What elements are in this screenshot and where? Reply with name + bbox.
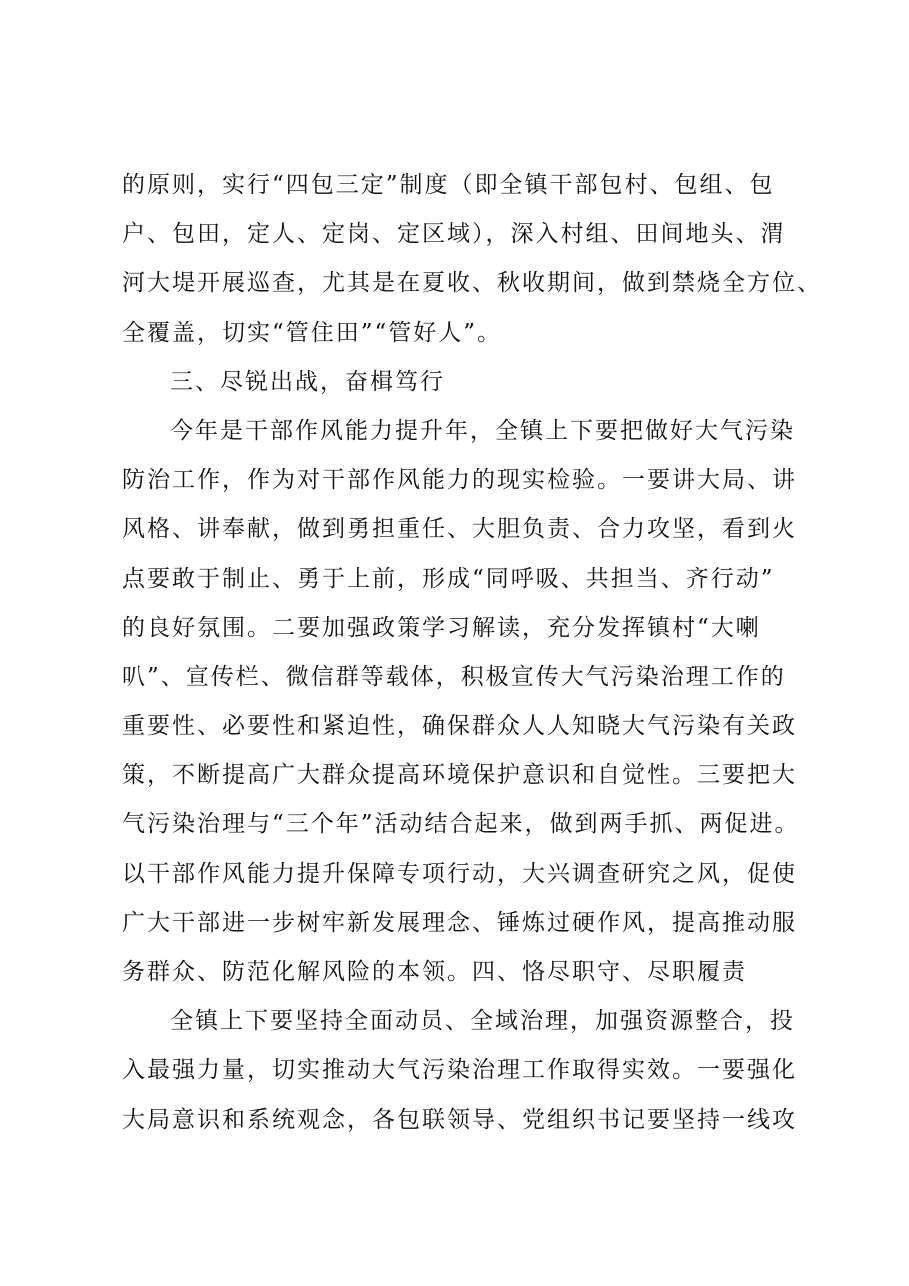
text-line: 叭”、宣传栏、微信群等载体，积极宣传大气污染治理工作的: [122, 663, 786, 690]
text-line: 户、包田，定人、定岗、定区域），深入村组、田间地头、渭: [122, 221, 786, 248]
section-heading: 三、尽锐出战，奋楫笃行: [170, 368, 445, 395]
text-line: 入最强力量，切实推动大气污染治理工作取得实效。一要强化: [122, 1057, 797, 1084]
text-line: 风格、讲奉献，做到勇担重任、大胆负责、合力攻坚，看到火: [122, 516, 797, 543]
paragraph-start-line: 今年是干部作风能力提升年，全镇上下要把做好大气污染: [170, 417, 795, 444]
text-line: 防治工作，作为对干部作风能力的现实检验。一要讲大局、讲: [122, 467, 797, 494]
document-body: [122, 161, 822, 1145]
text-line: 气污染治理与“三个年”活动结合起来，做到两手抓、两促进。: [122, 811, 800, 838]
text-line: 广大干部进一步树牢新发展理念、锤炼过硬作风，提高推动服: [122, 909, 797, 936]
text-line: 全覆盖，切实“管住田”“管好人”。: [122, 319, 503, 346]
text-line: 点要敢于制止、勇于上前，形成“同呼吸、共担当、齐行动”: [122, 565, 775, 592]
text-line: 策，不断提高广大群众提高环境保护意识和自觉性。三要把大: [122, 762, 797, 789]
text-line-with-heading: 务群众、防范化解风险的本领。四、恪尽职守、尽职履责: [122, 959, 747, 985]
text-line: 以干部作风能力提升保障专项行动，大兴调查研究之风，促使: [122, 860, 797, 887]
paragraph-start-line: 全镇上下要坚持全面动员、全域治理，加强资源整合，投: [170, 1008, 795, 1035]
text-line: 大局意识和系统观念，各包联领导、党组织书记要坚持一线攻: [122, 1106, 797, 1133]
text-line: 河大堤开展巡查，尤其是在夏收、秋收期间，做到禁烧全方位、: [122, 270, 822, 297]
text-line: 的原则，实行“四包三定”制度（即全镇干部包村、包组、包: [122, 172, 775, 198]
text-line: 的良好氛围。二要加强政策学习解读，充分发挥镇村“大喇: [122, 614, 761, 641]
text-line: 重要性、必要性和紧迫性，确保群众人人知晓大气污染有关政: [122, 713, 797, 740]
